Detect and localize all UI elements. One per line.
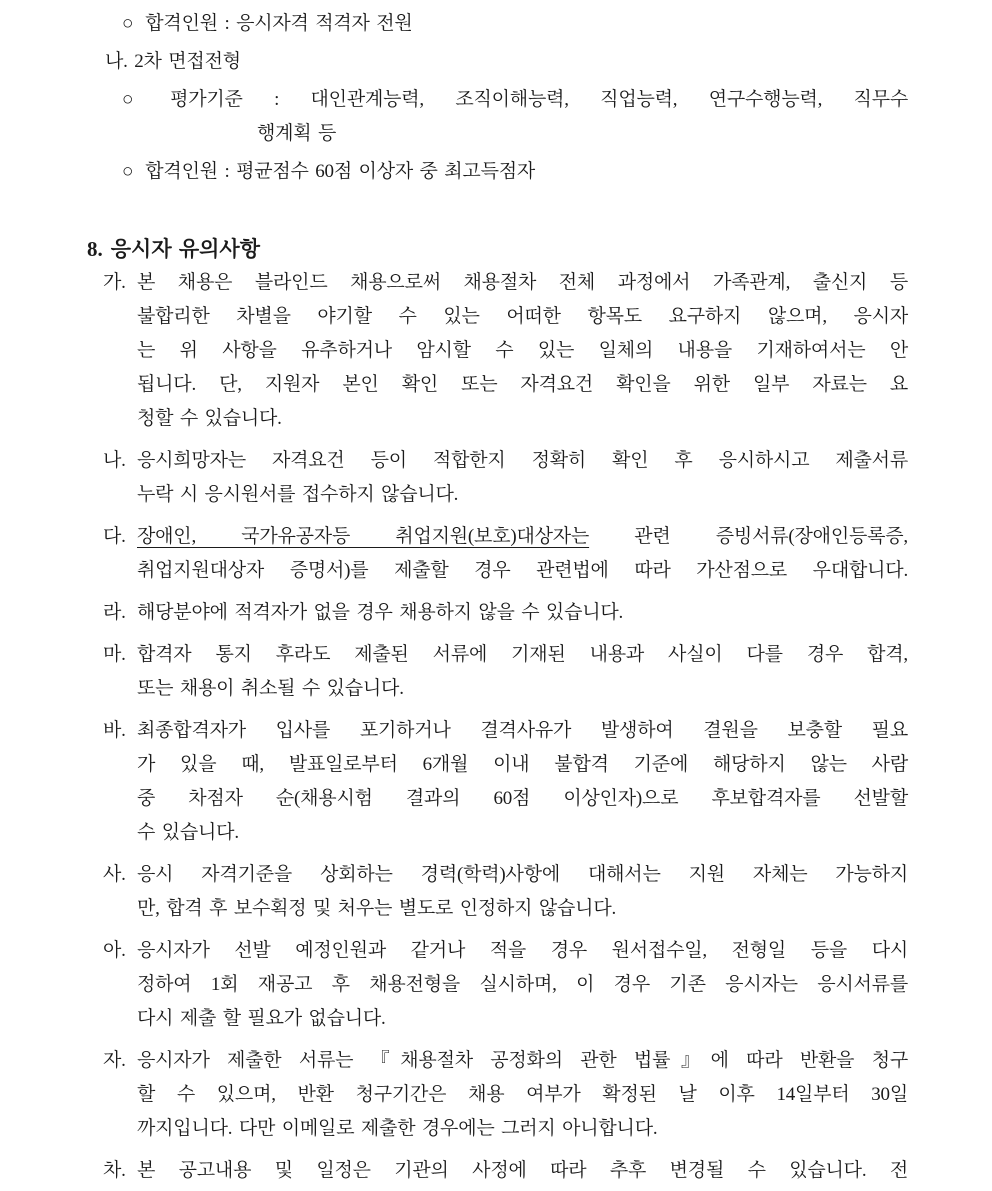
section-number: 8.: [87, 237, 103, 261]
text-line: 응시자가 제출한 서류는 『채용절차 공정화의 관한 법률』에 따라 반환을 청구: [137, 1050, 908, 1071]
item-label: 아.: [103, 940, 126, 961]
text-line: 응시 자격기준을 상회하는 경력(학력)사항에 대해서는 지원 자체는 가능하지: [137, 864, 908, 885]
pass-score-text: 합격인원 : 평균점수 60점 이상자 중 최고득점자: [145, 161, 536, 182]
item-label: 가.: [103, 272, 126, 293]
circle-bullet-icon: ○: [122, 13, 134, 34]
notes-list: [0, 266, 992, 1188]
text-line: [137, 520, 908, 554]
note-item-na: [103, 444, 908, 512]
note-item-ja: [103, 1044, 908, 1146]
note-item-ra: [103, 596, 908, 630]
criteria-continuation-line: 행계획 등: [257, 123, 337, 144]
note-item-sa: [103, 858, 908, 926]
text-line: 최종합격자가 입사를 포기하거나 결격사유가 발생하여 결원을 보충할 필요: [137, 720, 908, 741]
second-round-heading: 나. 2차 면접전형: [105, 51, 241, 72]
text-line: 까지입니다. 다만 이메일로 제출한 경우에는 그러지 아니합니다.: [137, 1118, 658, 1139]
circle-bullet-icon: ○: [122, 161, 134, 182]
text-line: 수 있습니다.: [137, 822, 239, 843]
text-line: 불합리한 차별을 야기할 수 있는 어떠한 항목도 요구하지 않으며, 응시자: [137, 306, 908, 327]
text-line: 할 수 있으며, 반환 청구기간은 채용 여부가 확정된 날 이후 14일부터 30일: [137, 1084, 908, 1105]
note-item-a: [103, 934, 908, 1036]
item-label: 바.: [103, 720, 126, 741]
note-item-ba: [103, 714, 908, 850]
text-line: 됩니다. 단, 지원자 본인 확인 또는 자격요건 확인을 위한 일부 자료는 요: [137, 374, 908, 395]
text-segment: 관련 증빙서류(장애인등록증,: [634, 526, 908, 547]
text-line: 본 공고내용 및 일정은 기관의 사정에 따라 추후 변경될 수 있습니다. 전: [137, 1160, 908, 1181]
circle-bullet-icon: ○: [122, 89, 159, 110]
text-line: 취업지원대상자 증명서)를 제출할 경우 관련법에 따라 가산점으로 우대합니다.: [137, 560, 908, 581]
item-label: 다.: [103, 526, 126, 547]
text-line: 는 위 사항을 유추하거나 암시할 수 있는 일체의 내용을 기재하여서는 안: [137, 340, 908, 361]
note-item-da: [103, 520, 908, 588]
text-line: 합격자 통지 후라도 제출된 서류에 기재된 내용과 사실이 다를 경우 합격,: [137, 644, 908, 665]
text-line: 또는 채용이 취소될 수 있습니다.: [137, 678, 404, 699]
item-label: 나.: [103, 450, 126, 471]
section-8-heading: [87, 232, 992, 266]
text-line: 응시희망자는 자격요건 등이 적합한지 정확히 확인 후 응시하시고 제출서류: [137, 450, 908, 471]
note-item-ma: [103, 638, 908, 706]
text-line: 누락 시 응시원서를 접수하지 않습니다.: [137, 484, 459, 505]
pass-count-line: [122, 7, 908, 41]
text-line: 중 차점자 순(채용시험 결과의 60점 이상인자)으로 후보합격자를 선발할: [137, 788, 908, 809]
text-line: 청할 수 있습니다.: [137, 408, 282, 429]
criteria-text: 평가기준 : 대인관계능력, 조직이해능력, 직업능력, 연구수행능력, 직무수: [170, 89, 909, 110]
text-line: 본 채용은 블라인드 채용으로써 채용절차 전체 과정에서 가족관계, 출신지 등: [137, 272, 908, 293]
item-label: 사.: [103, 864, 126, 885]
text-line: 다시 제출 할 필요가 없습니다.: [137, 1008, 386, 1029]
text-line: 만, 합격 후 보수획정 및 처우는 별도로 인정하지 않습니다.: [137, 898, 617, 919]
item-label: 차.: [103, 1160, 126, 1181]
pass-count-text: 합격인원 : 응시자격 적격자 전원: [145, 13, 413, 34]
text-line: 응시자가 선발 예정인원과 같거나 적을 경우 원서접수일, 전형일 등을 다시: [137, 940, 908, 961]
item-label: 자.: [103, 1050, 126, 1071]
pass-score-line: [122, 155, 908, 189]
section-title: 응시자 유의사항: [110, 237, 261, 261]
underlined-text: 장애인, 국가유공자등 취업지원(보호)대상자는: [137, 526, 590, 547]
text-line: 해당분야에 적격자가 없을 경우 채용하지 않을 수 있습니다.: [137, 602, 624, 623]
note-item-cha: [103, 1154, 908, 1188]
criteria-line: [122, 83, 908, 117]
note-item-ga: [103, 266, 908, 436]
item-label: 마.: [103, 644, 126, 665]
text-line: 가 있을 때, 발표일로부터 6개월 이내 불합격 기준에 해당하지 않는 사람: [137, 754, 908, 775]
text-line: 정하여 1회 재공고 후 채용전형을 실시하며, 이 경우 기존 응시자는 응시서류를: [137, 974, 908, 995]
intro-block: [0, 7, 992, 189]
item-label: 라.: [103, 602, 126, 623]
